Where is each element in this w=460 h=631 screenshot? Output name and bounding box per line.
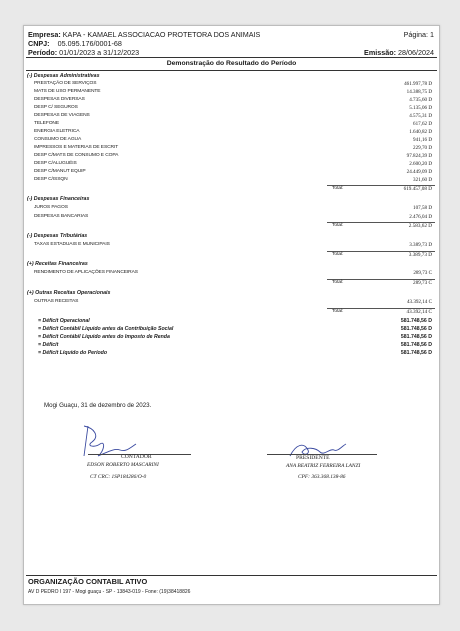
section-title-tributarias: (-) Despesas Tributárias: [27, 233, 88, 239]
line-item-value: 4.735,60 D: [409, 97, 432, 103]
page-value: 1: [430, 30, 434, 39]
result-label: = Déficit Operacional: [38, 318, 90, 324]
place-date-line: Mogi Guaçu, 31 de dezembro de 2023.: [44, 402, 152, 409]
total-value-outras-receitas: 43.392,14 C: [406, 309, 432, 315]
result-label: = Déficit Contábil Líquido antes da Contribuição Social: [38, 326, 174, 332]
line-item-label: RENDIMENTO DE APLICAÇÕES FINANCEIRAS: [34, 270, 138, 275]
line-item-value: 461.997,78 D: [404, 81, 432, 87]
document-page: [23, 25, 440, 605]
accountant-registration: CT CRC: 1SP184286/O-0: [90, 474, 147, 480]
cnpj-value: 05.095.176/0001-68: [57, 39, 122, 48]
line-item-value: 2.600,20 D: [409, 161, 432, 167]
issue-label: Emissão:: [364, 48, 397, 57]
line-item-label: DESPESAS DIVERSAS: [34, 97, 85, 102]
line-item-label: DESP C/ISSQN: [34, 177, 68, 182]
line-item-label: DESPESAS DE VIAGENS: [34, 113, 90, 118]
title-divider: [26, 70, 437, 71]
line-item-label: TAXAS ESTADUAIS E MUNICIPAIS: [34, 242, 110, 247]
report-title: Demonstração do Resultado do Período: [166, 60, 297, 67]
president-name: ANA BEATRIZ FERREIRA LANZI: [286, 463, 361, 469]
result-label: = Déficit Contábil Líquido antes do Imposto de Renda: [38, 334, 170, 340]
issue-value: 28/06/2024: [398, 48, 434, 57]
line-item-label: OUTRAS RECEITAS: [34, 299, 79, 304]
line-item-value: 1.640,82 D: [409, 129, 432, 135]
result-label: = Déficit Líquido do Período: [38, 350, 108, 356]
result-value: 581.748,56 D: [400, 350, 432, 356]
line-item-value: 3.389,73 D: [409, 242, 432, 248]
company-name: KAPA - KAMAEL ASSOCIACAO PROTETORA DOS ANIMAIS: [62, 30, 261, 39]
section-title-admin: (-) Despesas Administrativas: [27, 73, 100, 79]
total-label: Total:: [332, 223, 344, 228]
line-item-label: DESP C/MANUT EQUIP: [34, 169, 86, 174]
cnpj-label: CNPJ:: [28, 39, 50, 48]
footer-company: ORGANIZAÇÃO CONTABIL ATIVO: [28, 577, 148, 586]
line-item-label: DESPESAS BANCARIAS: [34, 214, 89, 219]
footer-divider: [26, 575, 437, 576]
line-item-value: 941,16 D: [413, 137, 432, 143]
president-cpf: CPF: 363.368.138-86: [298, 474, 346, 480]
total-label: Total:: [332, 186, 344, 191]
line-item-label: IMPRESSOS E MATERIAS DE ESCRIT: [34, 145, 119, 150]
period-line: [28, 48, 139, 57]
line-item-value: 2.476,04 D: [409, 214, 432, 220]
period-value: 01/01/2023 a 31/12/2023: [59, 48, 140, 57]
line-item-value: 617,62 D: [413, 121, 432, 127]
line-item-label: PRESTAÇÃO DE SERVIÇOS: [34, 81, 97, 86]
result-value: 581.748,56 D: [400, 326, 432, 332]
section-title-receitas-financeiras: (+) Receitas Financeiras: [27, 261, 88, 267]
line-item-value: 5.135,06 D: [409, 105, 432, 111]
line-item-label: CONSUMO DE AGUA: [34, 137, 82, 142]
line-item-label: TELEFONE: [34, 121, 60, 126]
accountant-name: EDSON ROBERTO MASCARINI: [87, 462, 159, 468]
total-label: Total:: [332, 280, 344, 285]
result-value: 581.748,56 D: [400, 342, 432, 348]
line-item-label: DESP C/ SEGUROS: [34, 105, 78, 110]
result-value: 581.748,56 D: [400, 334, 432, 340]
company-label: Empresa:: [28, 30, 61, 39]
issue-date: [364, 48, 434, 57]
line-item-value: 321,60 D: [413, 177, 432, 183]
line-item-value: 43.392,14 C: [406, 299, 432, 305]
result-value: 581.748,56 D: [400, 318, 432, 324]
line-item-value: 14.388,75 D: [406, 89, 432, 95]
footer-address: AV D PEDRO I 197 - Mogi guaçu - SP - 13843-019 - Fone: (19)38418826: [28, 589, 191, 595]
line-item-value: 107,58 D: [413, 205, 432, 211]
line-item-value: 229,70 D: [413, 145, 432, 151]
line-item-value: 289,73 C: [413, 270, 432, 276]
section-title-outras-receitas: (+) Outras Receitas Operacionais: [27, 290, 111, 296]
line-item-label: JUROS PAGOS: [34, 205, 68, 210]
total-value-tributarias: 3.389,73 D: [408, 252, 432, 258]
line-item-label: ENERGIA ELETRICA: [34, 129, 80, 134]
total-label: Total:: [332, 252, 344, 257]
header-divider: [26, 57, 437, 58]
cnpj-line: [28, 39, 122, 48]
section-title-financeiras: (-) Despesas Financeiras: [27, 196, 90, 202]
president-role: PRESIDENTE: [296, 455, 330, 461]
page-label: Página:: [403, 30, 428, 39]
total-value-receitas-financeiras: 289,73 C: [412, 280, 432, 286]
line-item-label: MATS DE USO PERMANENTE: [34, 89, 101, 94]
company-line: [28, 30, 260, 39]
line-item-label: DESP C/MATS DE CONSUMO E COPA: [34, 153, 119, 158]
line-item-value: 24.449,09 D: [406, 169, 432, 175]
line-item-label: DESP C/ALUGUÉIS: [34, 161, 77, 166]
line-item-value: 4.575,31 D: [409, 113, 432, 119]
total-label: Total:: [332, 309, 344, 314]
line-item-value: 97.824,39 D: [406, 153, 432, 159]
result-label: = Déficit: [38, 342, 59, 348]
total-value-financeiras: 2.583,62 D: [408, 223, 432, 229]
page-number: [404, 30, 434, 39]
period-label: Período:: [28, 48, 58, 57]
total-value-admin: 619.457,08 D: [403, 186, 432, 192]
accountant-role: CONTADOR: [121, 454, 152, 460]
